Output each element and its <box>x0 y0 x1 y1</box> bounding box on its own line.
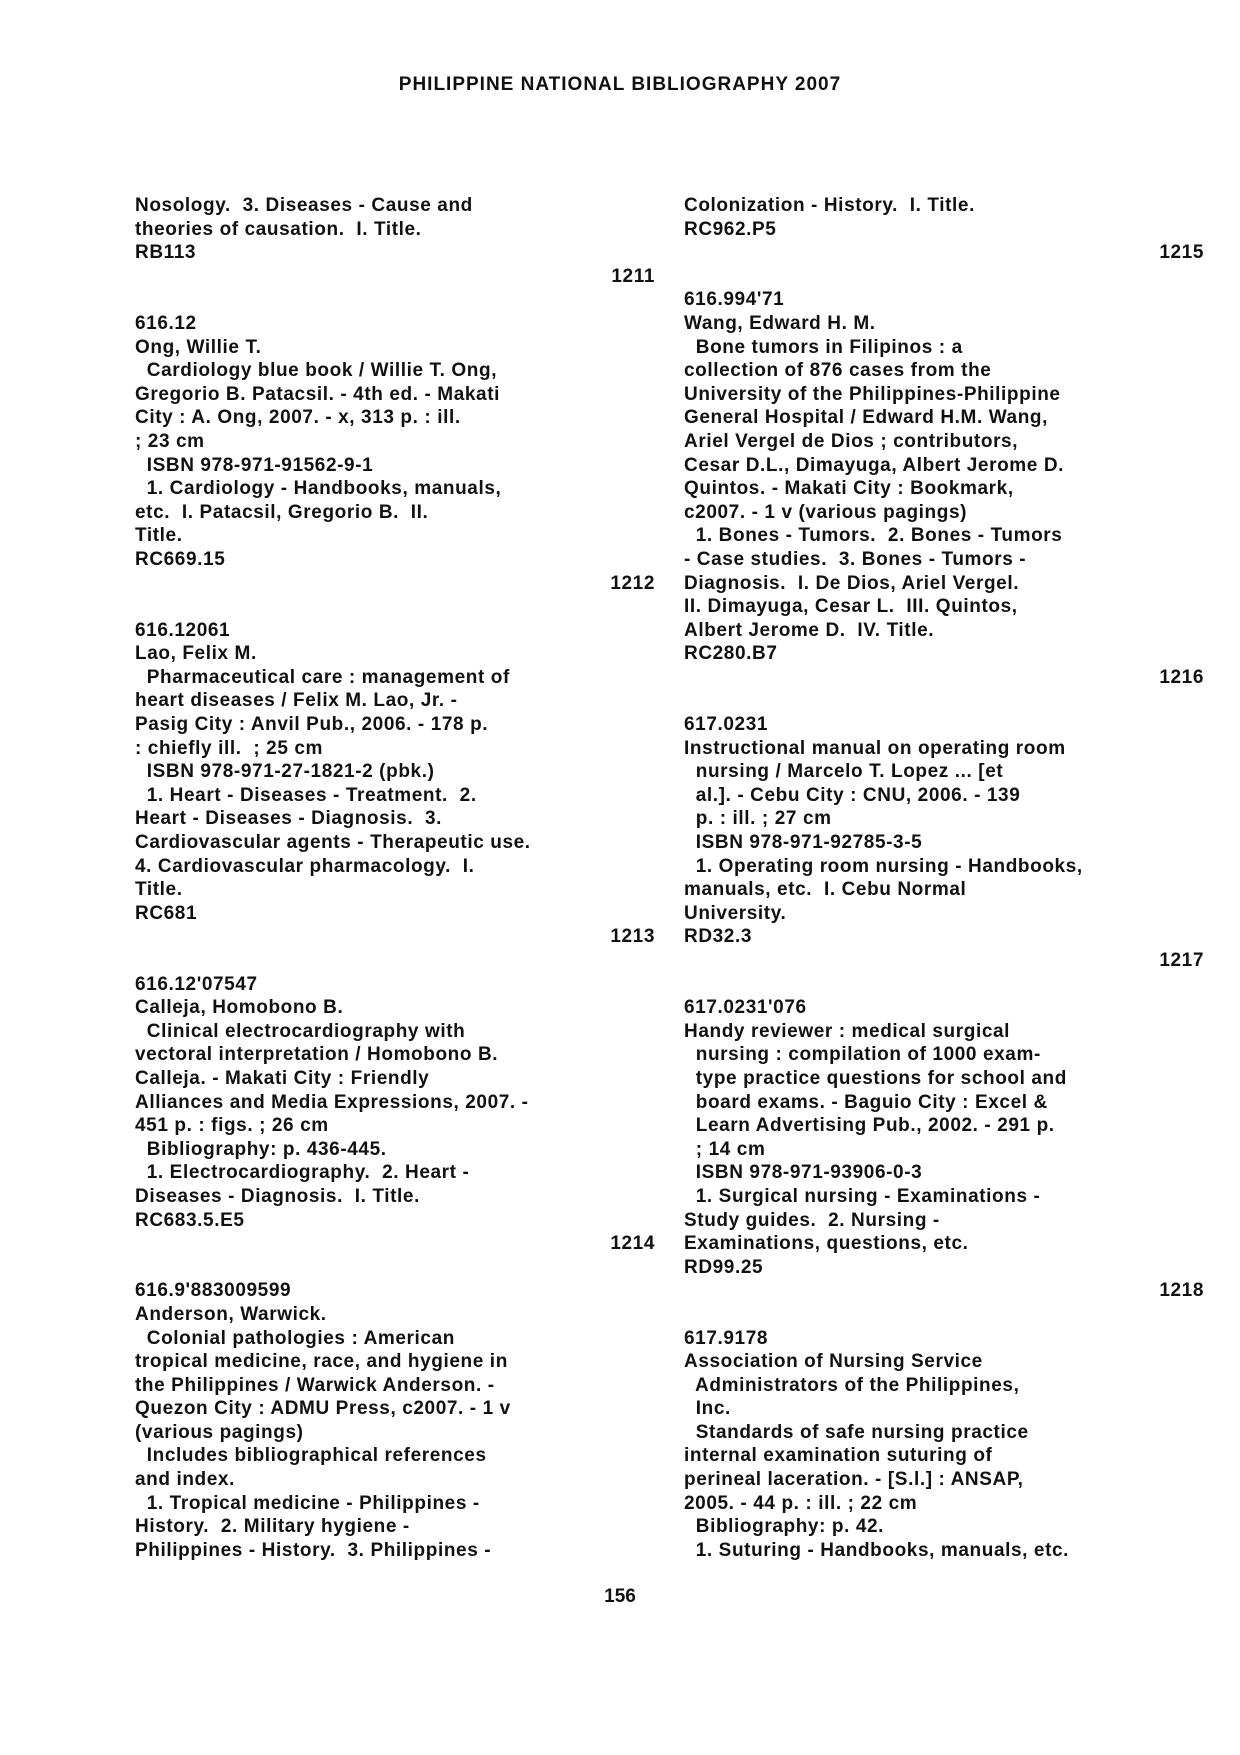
bibliography-entry <box>135 973 655 1280</box>
entry-line: type practice questions for school and <box>684 1067 1067 1089</box>
entry-line: Albert Jerome D. IV. Title. <box>684 619 935 641</box>
entry-line: 1. Suturing - Handbooks, manuals, etc. <box>684 1539 1070 1561</box>
entry-line: Standards of safe nursing practice <box>684 1421 1029 1443</box>
entry-line: University. <box>684 902 787 924</box>
entry-line: 617.0231 <box>684 714 769 736</box>
entry-line: Colonization - History. I. Title. <box>684 195 975 216</box>
entry-line: Quintos. - Makati City : Bookmark, <box>684 478 1014 500</box>
entry-gap <box>135 595 655 619</box>
entry-line: al.]. - Cebu City : CNU, 2006. - 139 <box>684 784 1021 806</box>
entry-number: 1211 <box>611 265 655 287</box>
entry-line: RD32.3 <box>684 926 753 948</box>
entry-line: theories of causation. I. Title. <box>135 218 422 240</box>
entry-line: Alliances and Media Expressions, 2007. - <box>135 1091 529 1113</box>
entry-line: Includes bibliographical references <box>135 1445 487 1467</box>
entry-line: 1. Surgical nursing - Examinations - <box>684 1185 1041 1207</box>
entry-line: RC669.15 <box>135 548 226 570</box>
bibliography-entry <box>135 619 655 973</box>
left-column <box>135 194 655 1562</box>
entry-line: University of the Philippines-Philippine <box>684 383 1061 405</box>
entry-line: Anderson, Warwick. <box>135 1303 327 1325</box>
entry-line: board exams. - Baguio City : Excel & <box>684 1091 1048 1113</box>
entry-line: 1. Cardiology - Handbooks, manuals, <box>135 478 502 500</box>
entry-line: etc. I. Patacsil, Gregorio B. II. <box>135 501 429 523</box>
entry-line: 617.0231'076 <box>684 997 807 1019</box>
entry-gap <box>684 689 1204 713</box>
entry-line: II. Dimayuga, Cesar L. III. Quintos, <box>684 596 1018 618</box>
entry-line: Cardiovascular agents - Therapeutic use. <box>135 832 531 854</box>
bibliography-entry <box>684 1327 1204 1563</box>
entry-line: perineal laceration. - [S.l.] : ANSAP, <box>684 1469 1024 1491</box>
bibliography-entry <box>684 288 1204 713</box>
entry-line: RC681 <box>135 902 198 924</box>
entry-gap <box>684 973 1204 997</box>
entry-line: heart diseases / Felix M. Lao, Jr. - <box>135 690 458 712</box>
entry-line: 616.12'07547 <box>135 973 258 995</box>
entry-line: 1. Tropical medicine - Philippines - <box>135 1492 480 1514</box>
entry-line: : chiefly ill. ; 25 cm <box>135 737 324 759</box>
entry-line: 2005. - 44 p. : ill. ; 22 cm <box>684 1492 918 1514</box>
entry-line: Inc. <box>684 1398 731 1420</box>
entry-line: Study guides. 2. Nursing - <box>684 1209 940 1231</box>
entry-line: Bibliography: p. 42. <box>684 1516 885 1538</box>
entry-line: c2007. - 1 v (various pagings) <box>684 501 968 523</box>
entry-line: Bone tumors in Filipinos : a <box>684 336 963 358</box>
entry-line: Cardiology blue book / Willie T. Ong, <box>135 360 498 382</box>
entry-line: Colonial pathologies : American <box>135 1327 455 1349</box>
bibliography-entry <box>684 194 1204 288</box>
entry-line: 1. Operating room nursing - Handbooks, <box>684 855 1083 877</box>
entry-line: vectoral interpretation / Homobono B. <box>135 1044 499 1066</box>
entry-gap <box>684 265 1204 289</box>
entry-line: - Case studies. 3. Bones - Tumors - <box>684 548 1027 570</box>
entry-line: Ariel Vergel de Dios ; contributors, <box>684 430 1019 452</box>
entry-line: RD99.25 <box>684 1256 764 1278</box>
bibliography-entry <box>135 1279 655 1562</box>
entry-line: Instructional manual on operating room <box>684 737 1066 759</box>
page-header: PHILIPPINE NATIONAL BIBLIOGRAPHY 2007 <box>398 74 842 95</box>
entry-line: Cesar D.L., Dimayuga, Albert Jerome D. <box>684 454 1065 476</box>
entry-line: 1. Heart - Diseases - Treatment. 2. <box>135 784 477 806</box>
entry-number: 1218 <box>1159 1280 1204 1302</box>
entry-line: Title. <box>135 879 183 901</box>
entry-line: internal examination suturing of <box>684 1445 993 1467</box>
entry-line: RC280.B7 <box>684 643 778 665</box>
bibliography-entry <box>684 713 1204 996</box>
entry-number: 1215 <box>1159 242 1204 264</box>
entry-line: Ong, Willie T. <box>135 336 262 358</box>
entry-line: Quezon City : ADMU Press, c2007. - 1 v <box>135 1398 511 1420</box>
entry-line: ; 14 cm <box>684 1138 766 1160</box>
entry-line: Pharmaceutical care : management of <box>135 666 510 688</box>
entry-line: (various pagings) <box>135 1421 304 1443</box>
bibliography-entry <box>135 312 655 619</box>
entry-line: Heart - Diseases - Diagnosis. 3. <box>135 808 443 830</box>
bibliography-entry <box>135 194 655 312</box>
entry-line: manuals, etc. I. Cebu Normal <box>684 879 967 901</box>
entry-line: Association of Nursing Service <box>684 1351 983 1373</box>
entry-line: the Philippines / Warwick Anderson. - <box>135 1374 495 1396</box>
entry-line: collection of 876 cases from the <box>684 360 992 382</box>
entry-line: 1. Bones - Tumors. 2. Bones - Tumors <box>684 525 1063 547</box>
entry-line: Philippines - History. 3. Philippines - <box>135 1539 492 1561</box>
entry-line: and index. <box>135 1469 235 1491</box>
entry-number: 1217 <box>1159 950 1204 971</box>
entry-gap <box>684 1303 1204 1327</box>
entry-line: Gregorio B. Patacsil. - 4th ed. - Makati <box>135 383 501 405</box>
entry-line: Diagnosis. I. De Dios, Ariel Vergel. <box>684 572 1020 594</box>
entry-line: 616.12061 <box>135 619 231 641</box>
entry-line: Calleja. - Makati City : Friendly <box>135 1067 430 1089</box>
entry-line: Bibliography: p. 436-445. <box>135 1138 387 1160</box>
entry-line: RB113 <box>135 242 197 264</box>
entry-line: 1. Electrocardiography. 2. Heart - <box>135 1162 470 1184</box>
entry-line: Handy reviewer : medical surgical <box>684 1020 1011 1042</box>
entry-line: History. 2. Military hygiene - <box>135 1516 410 1538</box>
entry-number: 1212 <box>610 572 655 594</box>
entry-gap <box>135 1256 655 1280</box>
entry-line: Calleja, Homobono B. <box>135 997 344 1019</box>
entry-line: ISBN 978-971-91562-9-1 <box>135 454 374 476</box>
entry-line: nursing / Marcelo T. Lopez ... [et <box>684 761 1004 783</box>
entry-line: tropical medicine, race, and hygiene in <box>135 1351 508 1373</box>
right-column <box>684 194 1204 1562</box>
entry-line: 616.994'71 <box>684 289 785 311</box>
entry-line: nursing : compilation of 1000 exam- <box>684 1044 1041 1066</box>
entry-line: 617.9178 <box>684 1327 769 1349</box>
bibliography-entry <box>684 996 1204 1326</box>
entry-line: 451 p. : figs. ; 26 cm <box>135 1115 329 1137</box>
entry-line: Nosology. 3. Diseases - Cause and <box>135 195 473 216</box>
entry-line: 616.9'883009599 <box>135 1280 292 1302</box>
page-number: 156 <box>604 1586 636 1607</box>
entry-line: ISBN 978-971-92785-3-5 <box>684 832 923 854</box>
entry-line: Wang, Edward H. M. <box>684 312 876 334</box>
entry-line: ISBN 978-971-27-1821-2 (pbk.) <box>135 761 435 783</box>
entry-number: 1216 <box>1159 666 1204 688</box>
entry-line: ; 23 cm <box>135 430 205 452</box>
entry-number: 1214 <box>610 1233 655 1255</box>
entry-gap <box>135 288 655 312</box>
entry-line: RC962.P5 <box>684 218 777 240</box>
entry-line: Title. <box>135 525 183 547</box>
entry-line: Lao, Felix M. <box>135 643 257 665</box>
entry-line: Pasig City : Anvil Pub., 2006. - 178 p. <box>135 714 489 736</box>
entry-line: ISBN 978-971-93906-0-3 <box>684 1162 923 1184</box>
entry-line: p. : ill. ; 27 cm <box>684 808 832 830</box>
entry-line: City : A. Ong, 2007. - x, 313 p. : ill. <box>135 407 461 429</box>
entry-line: Examinations, questions, etc. <box>684 1233 969 1255</box>
entry-gap <box>135 949 655 973</box>
entry-number: 1213 <box>610 926 655 948</box>
entry-line: Learn Advertising Pub., 2002. - 291 p. <box>684 1115 1055 1137</box>
entry-line: RC683.5.E5 <box>135 1209 245 1231</box>
entry-line: 4. Cardiovascular pharmacology. I. <box>135 855 475 877</box>
entry-line: 616.12 <box>135 312 197 334</box>
entry-line: General Hospital / Edward H.M. Wang, <box>684 407 1048 429</box>
entry-line: Administrators of the Philippines, <box>684 1374 1020 1396</box>
entry-line: Clinical electrocardiography with <box>135 1020 466 1042</box>
entry-line: Diseases - Diagnosis. I. Title. <box>135 1185 420 1207</box>
